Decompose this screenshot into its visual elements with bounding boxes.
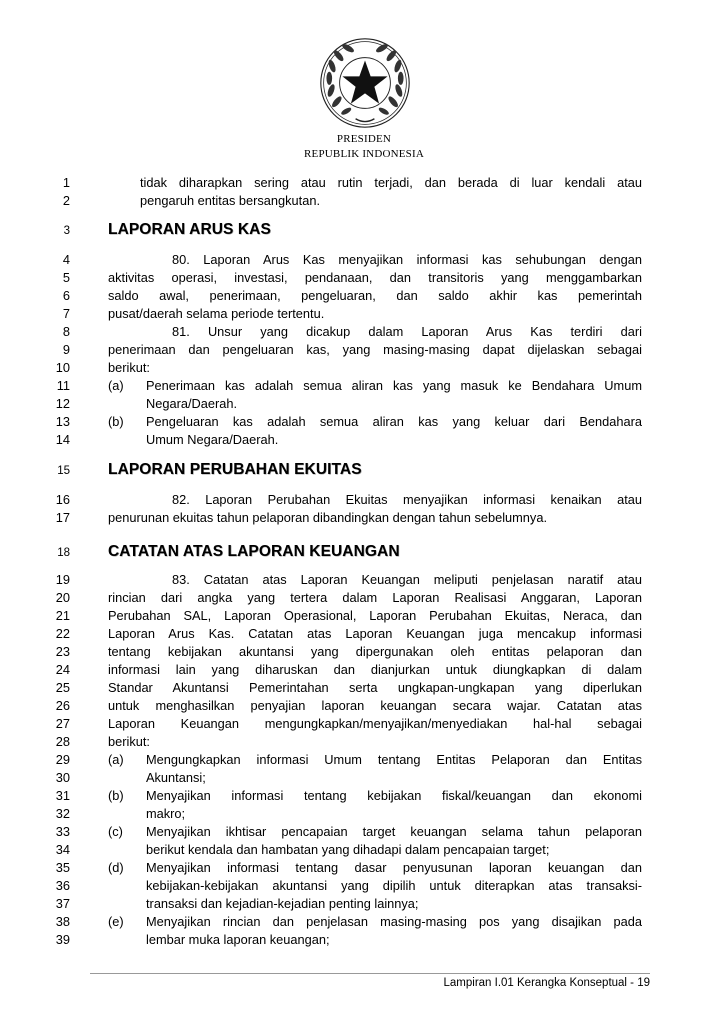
line-number: 30 (55, 770, 70, 785)
line-number: 19 (55, 572, 70, 587)
line-number: 28 (55, 734, 70, 749)
paragraph-83-line: Laporan Arus Kas. Catatan atas Laporan Keuangan juga mencakup informasi (108, 626, 642, 641)
line-number: 1 (62, 175, 70, 190)
list-item-line: Menyajikan informasi tentang dasar penyusunan laporan keuangan dan (146, 860, 642, 875)
line-number: 7 (62, 306, 70, 321)
line-number: 16 (55, 492, 70, 507)
page-footer: Lampiran I.01 Kerangka Konseptual - 19 (443, 977, 650, 989)
section-heading-catatan: CATATAN ATAS LAPORAN KEUANGAN (108, 543, 400, 560)
line-number: 23 (55, 644, 70, 659)
section-heading-perubahan-ekuitas: LAPORAN PERUBAHAN EKUITAS (108, 461, 362, 478)
list-item-line: Pengeluaran kas adalah semua aliran kas yang keluar dari Bendahara (146, 414, 642, 429)
header-republik: REPUBLIK INDONESIA (303, 148, 424, 160)
line-number: 8 (62, 324, 70, 339)
line-number: 13 (55, 414, 70, 429)
paragraph-82-line: 82. Laporan Perubahan Ekuitas menyajikan informasi kenaikan atau (172, 492, 642, 507)
paragraph-83-line: tentang kebijakan akuntansi yang dipergunakan oleh entitas pelaporan dan (108, 644, 642, 659)
paragraph-80-line: aktivitas operasi, investasi, pendanaan, dan transitoris yang menggambarkan (108, 270, 642, 285)
paragraph-83-line: 83. Catatan atas Laporan Keuangan meliputi penjelasan naratif atau (172, 572, 642, 587)
line-number: 36 (55, 878, 70, 893)
list-item-line: Umum Negara/Daerah. (146, 432, 279, 447)
paragraph-81-line: berikut: (108, 360, 150, 375)
paragraph-81-line: penerimaan dan pengeluaran kas, yang masing-masing dapat dijelaskan sebagai (108, 342, 642, 357)
paragraph-83-line: rincian dari angka yang tertera dalam Laporan Realisasi Anggaran, Laporan (108, 590, 642, 605)
line-number: 11 (56, 378, 70, 393)
list-item-line: makro; (146, 806, 186, 821)
line-number: 38 (55, 914, 70, 929)
list-item-line: Menyajikan rincian dan penjelasan masing-masing pos yang disajikan pada (146, 914, 642, 929)
header-presiden: PRESIDEN (336, 133, 392, 145)
body-line: pengaruh entitas bersangkutan. (140, 193, 320, 208)
line-number: 25 (55, 680, 70, 695)
list-item-line: Mengungkapkan informasi Umum tentang Entitas Pelaporan dan Entitas (146, 752, 642, 767)
list-item-line: lembar muka laporan keuangan; (146, 932, 330, 947)
list-label: (a) (108, 752, 124, 767)
presidential-seal-icon (318, 36, 412, 130)
paragraph-83-line: berikut: (108, 734, 150, 749)
line-number: 39 (55, 932, 70, 947)
line-number: 29 (55, 752, 70, 767)
paragraph-80-line: 80. Laporan Arus Kas menyajikan informasi kas sehubungan dengan (172, 252, 642, 267)
paragraph-83-line: Perubahan SAL, Laporan Operasional, Laporan Perubahan Ekuitas, Neraca, dan (108, 608, 642, 623)
list-item-line: Menyajikan informasi tentang kebijakan fiskal/keuangan dan ekonomi (146, 788, 642, 803)
paragraph-80-line: pusat/daerah selama periode tertentu. (108, 306, 325, 321)
line-number: 37 (55, 896, 70, 911)
list-item-line: berikut kendala dan hambatan yang dihadapi dalam pencapaian target; (146, 842, 550, 857)
line-number: 14 (55, 432, 70, 447)
line-number: 3 (63, 225, 70, 237)
list-item-line: Negara/Daerah. (146, 396, 238, 411)
footer-divider (90, 973, 650, 974)
paragraph-83-line: Laporan Keuangan mengungkapkan/menyajikan/menyediakan hal-hal sebagai (108, 716, 642, 731)
paragraph-81-line: 81. Unsur yang dicakup dalam Laporan Arus Kas terdiri dari (172, 324, 642, 339)
list-item-line: kebijakan-kebijakan akuntansi yang dipilih untuk diterapkan atas transaksi- (146, 878, 642, 893)
line-number: 31 (55, 788, 70, 803)
line-number: 5 (62, 270, 70, 285)
line-number: 22 (55, 626, 70, 641)
line-number: 27 (55, 716, 70, 731)
paragraph-83-line: untuk menghasilkan penyajian laporan keuangan secara wajar. Catatan atas (108, 698, 642, 713)
paragraph-83-line: Standar Akuntansi Pemerintahan serta ungkapan-ungkapan yang diperlukan (108, 680, 642, 695)
line-number: 35 (55, 860, 70, 875)
list-item-line: Menyajikan ikhtisar pencapaian target keuangan selama tahun pelaporan (146, 824, 642, 839)
line-number: 4 (62, 252, 70, 267)
line-number: 32 (55, 806, 70, 821)
paragraph-82-line: penurunan ekuitas tahun pelaporan dibandingkan dengan tahun sebelumnya. (108, 510, 547, 525)
list-label: (d) (108, 860, 124, 875)
line-number: 21 (55, 608, 70, 623)
line-number: 18 (57, 547, 70, 559)
line-number: 20 (55, 590, 70, 605)
list-item-line: Penerimaan kas adalah semua aliran kas yang masuk ke Bendahara Umum (146, 378, 642, 393)
list-label: (c) (108, 824, 123, 839)
list-label: (b) (108, 414, 124, 429)
list-item-line: transaksi dan kejadian-kejadian penting lainnya; (146, 896, 419, 911)
list-item-line: Akuntansi; (146, 770, 206, 785)
list-label: (a) (108, 378, 124, 393)
line-number: 17 (55, 510, 70, 525)
list-label: (b) (108, 788, 124, 803)
line-number: 24 (55, 662, 70, 677)
line-number: 10 (55, 360, 70, 375)
list-label: (e) (108, 914, 124, 929)
line-number: 2 (62, 193, 70, 208)
body-line: tidak diharapkan sering atau rutin terjadi, dan berada di luar kendali atau (140, 175, 642, 190)
line-number: 15 (57, 465, 70, 477)
line-number: 33 (55, 824, 70, 839)
line-number: 12 (55, 396, 70, 411)
paragraph-80-line: saldo awal, penerimaan, pengeluaran, dan saldo akhir kas pemerintah (108, 288, 642, 303)
line-number: 6 (62, 288, 70, 303)
paragraph-83-line: informasi lain yang diharuskan dan dianjurkan untuk diungkapkan di dalam (108, 662, 642, 677)
line-number: 26 (55, 698, 70, 713)
section-heading-arus-kas: LAPORAN ARUS KAS (108, 221, 271, 238)
line-number: 9 (62, 342, 70, 357)
line-number: 34 (55, 842, 70, 857)
